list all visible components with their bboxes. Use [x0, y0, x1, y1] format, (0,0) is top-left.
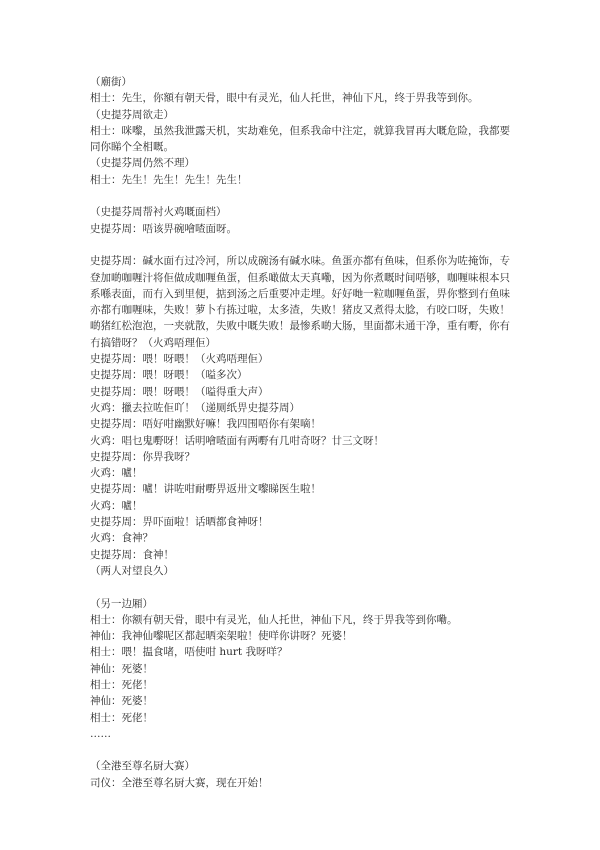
dialogue-line: 相士：死佬！ [90, 711, 153, 724]
dialogue-line: 相士：喂！揾食啫，唔使咁 hurt 我呀咩？ [90, 646, 288, 659]
dialogue-line: 司仪：全港至尊名厨大赛，现在开始！ [90, 776, 269, 789]
scene-noodle-stall [90, 204, 520, 237]
scene-cooking-contest [90, 758, 520, 791]
scene-critique [90, 253, 520, 579]
dialogue-line: 亦都冇咖喱味，失败！萝卜冇拣过啦，太多渣，失败！猪皮又煮得太腍，冇咬口呀，失败！ [90, 304, 510, 317]
scene-temple-street [90, 74, 520, 188]
dialogue-line: 登加啲咖喱汁将佢做成咖喱鱼蛋，但系噉做太天真嘞，因为你煮嘅时间唔够，咖喱味根本只 [90, 271, 510, 284]
dialogue-line: 神仙：死婆！ [90, 662, 153, 675]
dialogue-line: 相士：咪嚟，虽然我泄露天机，实劫难免，但系我命中注定，就算我冒再大嘅危险，我都要 [90, 124, 510, 137]
dialogue-line: 火鸡：唱乜鬼嘢呀！话明噲喳面有两嘢有几咁奇呀？廿三文呀！ [90, 434, 384, 447]
stage-direction: （史提芬周帮衬火鸡嘅面档） [90, 206, 227, 219]
stage-direction: （史提芬周欲走） [90, 108, 174, 121]
dialogue-line: 史提芬周：食神！ [90, 548, 174, 561]
paragraph-gap [90, 579, 520, 595]
stage-direction: （全港至尊名厨大赛） [90, 760, 195, 773]
dialogue-line: 相士：先生！先生！先生！先生！ [90, 173, 248, 186]
paragraph-gap [90, 742, 520, 758]
dialogue-line: 史提芬周：碱水面冇过冷河，所以成碗汤有碱水味。鱼蛋亦都有鱼味，但系你为咗掩饰，专 [90, 255, 510, 268]
dialogue-line: 史提芬周：喂！呀喂！（嗌多次） [90, 369, 248, 382]
paragraph-gap [90, 237, 520, 253]
dialogue-line: 史提芬周：唔好咁幽默好嘛！我四围唔你有架嘀！ [90, 418, 321, 431]
dialogue-line: 神仙：我神仙嚟呢区都起晒栾架啦！使咩你讲呀？死婆！ [90, 630, 353, 643]
stage-direction: （另一边厢） [90, 597, 153, 610]
script-body [90, 74, 520, 791]
dialogue-line: 相士：先生，你額有朝天骨，眼中有灵光，仙人托世，神仙下凡，终于畀我等到你。 [90, 92, 479, 105]
dialogue-line: 相士：死佬！ [90, 678, 153, 691]
dialogue-line: 史提芬周：嚧！讲咗咁耐嘢畀返卅文嚟睇医生啦！ [90, 483, 321, 496]
ellipsis: …… [90, 727, 111, 740]
dialogue-line: 神仙：死婆！ [90, 695, 153, 708]
stage-direction: （两人对望良久） [90, 564, 174, 577]
stage-direction: （廟街） [90, 76, 132, 88]
dialogue-line: 火鸡：擸去拉咗佢吖！（递厕纸畀史提芬周） [90, 401, 300, 414]
dialogue-line: 史提芬周：唔该畀碗噲喳面呀。 [90, 222, 237, 235]
dialogue-line: 火鸡：食神？ [90, 532, 153, 545]
dialogue-line: 冇搞错呀？（火鸡唔理佢） [90, 336, 216, 349]
paragraph-gap [90, 188, 520, 204]
dialogue-line: 相士：你额有朝天骨，眼中有灵光，仙人托世，神仙下凡，终于畀我等到你嘞。 [90, 613, 458, 626]
scene-other-side [90, 596, 520, 743]
dialogue-line: 系喺表面，而冇入到里便，掂到汤之后重要冲走埋。好好哋一粒咖喱鱼蛋，畀你整到冇鱼味 [90, 287, 510, 300]
dialogue-line: 史提芬周：喂！呀喂！（火鸡唔理佢） [90, 353, 269, 366]
dialogue-line: 史提芬周：你畀我呀？ [90, 450, 195, 463]
dialogue-line: 同你睇个全相嘅。 [90, 141, 174, 154]
dialogue-line: 啲猪红松泡泡，一夹就散，失败中嘅失败！最惨系啲大肠，里面都未通干净，重有嘢，你有 [90, 320, 510, 333]
dialogue-line: 火鸡：嚧！ [90, 467, 143, 480]
dialogue-line: 史提芬周：畀吓面啦！话晒都食神呀！ [90, 516, 269, 529]
stage-direction: （史提芬周仍然不理） [90, 157, 195, 170]
dialogue-line: 史提芬周：喂！呀喂！（嗌得重大声） [90, 385, 269, 398]
dialogue-line: 火鸡：嚧！ [90, 499, 143, 512]
